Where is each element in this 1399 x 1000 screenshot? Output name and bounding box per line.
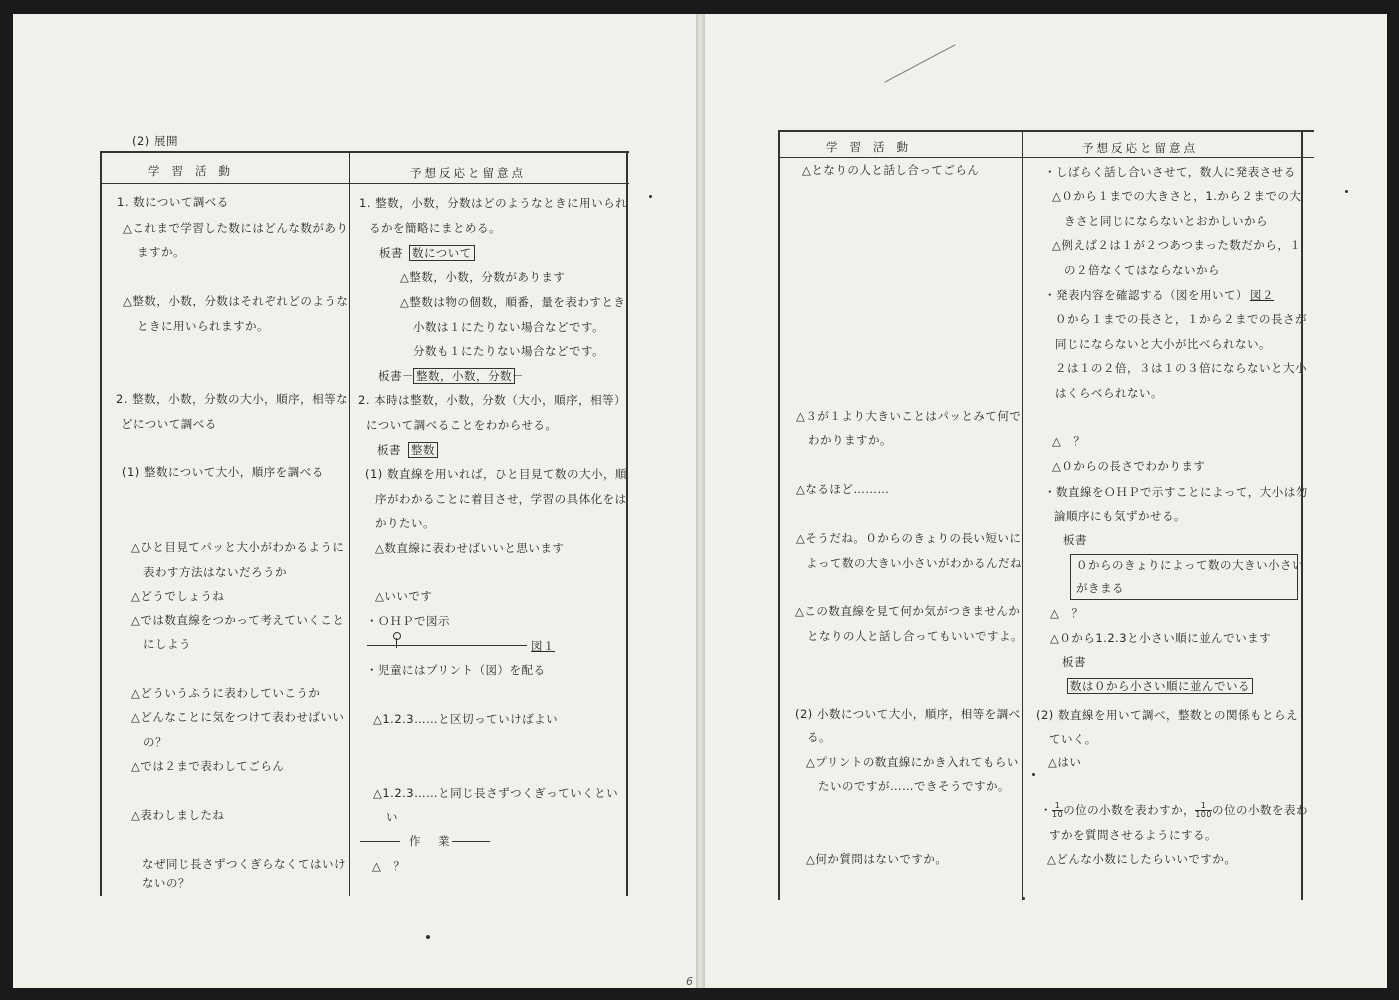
activity-text: ますか。: [137, 245, 185, 259]
left-table-column-divider: [349, 151, 350, 896]
reaction-text: △いいです: [375, 589, 433, 603]
activity-text: となりの人と話し合ってもいいですよ。: [807, 629, 1023, 643]
number-line-tick: [396, 638, 397, 648]
left-table-top-border: [100, 151, 629, 153]
board-box: 整数，小数，分数: [413, 368, 515, 384]
reaction-text: △整数は物の個数，順番，量を表わすとき，: [400, 295, 637, 309]
right-header-activity: 学習活動: [826, 140, 920, 154]
activity-text: △では２まで表わしてごらん: [131, 759, 285, 773]
reaction-text: 同じにならないと大小が比べられない。: [1055, 337, 1271, 351]
fraction-one-hundredth: $\frac{1}{100}$: [1195, 801, 1212, 819]
reaction-text: ていく。: [1049, 732, 1097, 746]
activity-text: △ひと目見てパッと大小がわかるように: [131, 540, 345, 554]
dash-mark: －: [512, 369, 524, 383]
activity-text: 1. 数について調べる: [117, 195, 229, 209]
reaction-text: かりたい。: [375, 516, 435, 530]
right-table-left-border: [778, 130, 780, 900]
figure-label: 図２: [1250, 288, 1274, 302]
activity-text: △どういうふうに表わしていこうか: [131, 686, 321, 700]
reaction-text: の２倍なくてはならないから: [1064, 263, 1220, 277]
reaction-text: △1.2.3……と区切っていけばよい: [373, 712, 559, 726]
activity-text: △どんなことに気をつけて表わせばいい: [131, 710, 345, 724]
section-title: (2) 展開: [132, 134, 178, 148]
activity-text: (1) 整数について大小，順序を調べる: [122, 465, 324, 479]
reaction-text: △ ？: [372, 859, 406, 873]
reaction-text: い: [386, 810, 398, 824]
activity-text: にしよう: [143, 637, 191, 651]
activity-text: △では数直線をつかって考えていくこと: [131, 613, 345, 627]
activity-text: △どうでしょうね: [131, 589, 225, 603]
reaction-text: きさと同じにならないとおかしいから: [1064, 214, 1268, 228]
page-number: 6: [686, 975, 693, 988]
reaction-text: ・発表内容を確認する（図を用いて）: [1044, 288, 1248, 302]
book-spine: [696, 14, 705, 988]
reaction-text: △はい: [1048, 755, 1082, 769]
board-box: 数について: [409, 245, 475, 261]
right-table-column-divider: [1022, 130, 1023, 900]
fraction-sentence: ・ $\frac{1}{10}$ の位の小数を表わすか， $\frac{1}{100}$ の位の小数を表わ: [1040, 801, 1308, 819]
reaction-text: △どんな小数にしたらいいですか。: [1047, 852, 1237, 866]
left-table-right-border: [626, 151, 628, 896]
reaction-text: ０から１までの長さと，１から２までの長さが: [1055, 312, 1307, 326]
reaction-text: ・しばらく話し合いさせて，数人に発表させる: [1044, 165, 1296, 179]
reaction-text: △ ？: [1050, 606, 1084, 620]
activity-text: ないの？: [142, 876, 190, 890]
activity-text: 表わす方法はないだろうか: [143, 565, 287, 579]
board-box-text: がきまる: [1076, 581, 1124, 595]
paper-speck: [649, 195, 652, 198]
board-label: 板書: [379, 246, 403, 260]
reaction-text: ・児童にはプリント（図）を配る: [366, 663, 546, 677]
left-header-activity: 学習活動: [148, 164, 242, 178]
reaction-text: ・数直線をＯＨＰで示すことによって，大小は勿: [1044, 485, 1308, 499]
activity-text: 2. 整数，小数，分数の大小，順序，相等な: [116, 392, 349, 406]
board-box-text: [408, 443, 438, 457]
reaction-text: ２は１の２倍，３は１の３倍にならないと大小: [1055, 361, 1307, 375]
reaction-text: △０から1.2.3と小さい順に並んでいます: [1050, 631, 1272, 645]
reaction-text: △例えば２は１が２つあつまった数だから，１: [1052, 238, 1302, 252]
paper-speck: [1022, 897, 1025, 900]
left-table-header-rule: [100, 183, 629, 184]
right-table-header-rule: [778, 157, 1314, 158]
activity-text: △整数，小数，分数はそれぞれどのような: [123, 294, 349, 308]
right-table-top-border: [778, 130, 1314, 132]
reaction-text: 序がわかることに着目させ，学習の具体化をは: [375, 492, 627, 506]
activity-text: △プリントの数直線にかき入れてもらい: [806, 755, 1019, 769]
board-box-text: [1067, 679, 1253, 693]
board-label: 板書－: [378, 369, 414, 383]
activity-text: ときに用いられますか。: [137, 319, 269, 333]
reaction-text: △整数，小数，分数があります: [400, 270, 566, 284]
activity-text: △この数直線を見て何か気がつきませんか: [795, 604, 1021, 618]
board-box-text: ０からのきょりによって数の大きい小さい: [1076, 558, 1304, 572]
right-page: [705, 14, 1387, 988]
activity-text: の？: [143, 735, 167, 749]
reaction-text: △1.2.3……と同じ長さずつくぎっていくとい: [373, 786, 619, 800]
reaction-text: ・ＯＨＰで図示: [366, 614, 450, 628]
number-line: [367, 645, 527, 646]
board-box-text: [413, 369, 515, 383]
reaction-text: △ ？: [1052, 434, 1086, 448]
reaction-text: はくらべられない。: [1055, 386, 1163, 400]
figure-label: 図１: [531, 639, 555, 653]
activity-text: △表わしましたね: [131, 808, 225, 822]
activity-text: たいのですが……できそうですか。: [818, 779, 1010, 793]
reaction-text: 論順序にも気ずかせる。: [1054, 509, 1186, 523]
activity-text: よって数の大きい小さいがわかるんだね: [806, 556, 1022, 570]
left-header-reaction: 予想反応と留意点: [410, 166, 526, 180]
board-label: 板書: [1063, 533, 1087, 547]
activity-text: △となりの人と話し合ってごらん: [802, 163, 980, 177]
activity-text: (2) 小数について大小，順序，相等を調べ: [795, 707, 1021, 721]
activity-text: △なるほど………: [796, 482, 890, 496]
board-label: 板書: [1062, 655, 1086, 669]
reaction-text: △数直線に表わせばいいと思います: [375, 541, 565, 555]
paper-speck: [1032, 773, 1035, 776]
work-label: 作 業: [409, 834, 453, 848]
work-rule-right: [452, 841, 490, 842]
work-rule-left: [360, 841, 400, 842]
fraction-one-tenth: $\frac{1}{10}$: [1052, 801, 1064, 819]
paper-speck: [426, 935, 430, 939]
reaction-text: (2) 数直線を用いて調べ，整数との関係もとらえ: [1036, 708, 1298, 722]
activity-text: △これまで学習した数にはどんな数があり: [123, 221, 349, 235]
activity-text: △３が１より大きいことはパッとみて何で: [796, 409, 1022, 423]
reaction-text: (1) 数直線を用いれば，ひと目見て数の大小，順: [365, 467, 627, 481]
reaction-text: △０からの長さでわかります: [1052, 459, 1206, 473]
activity-text: △何か質問はないですか。: [806, 852, 948, 866]
activity-text: わかりますか。: [808, 433, 892, 447]
board-box-text: [409, 246, 475, 260]
reaction-text: 小数は１にたりない場合などです。: [413, 320, 605, 334]
activity-text: る。: [807, 730, 831, 744]
board-box: 整数: [408, 442, 438, 458]
reaction-text: 2. 本時は整数，小数，分数（大小，順序，相等）: [358, 393, 627, 407]
reaction-text: について調べることをわからせる。: [366, 418, 558, 432]
right-header-reaction: 予想反応と留意点: [1082, 141, 1198, 155]
reaction-text: るかを簡略にまとめる。: [369, 221, 501, 235]
activity-text: どについて調べる: [121, 417, 217, 431]
reaction-text: 1. 整数，小数，分数はどのようなときに用いられ: [359, 196, 628, 210]
board-label: 板書: [377, 443, 401, 457]
paper-speck: [1345, 190, 1348, 193]
reaction-text: △０から１までの大きさと，1.から２までの大: [1052, 189, 1302, 203]
left-table-left-border: [100, 151, 102, 896]
reaction-text: すかを質問させるようにする。: [1049, 828, 1217, 842]
activity-text: なぜ同じ長さずつくぎらなくてはいけ: [142, 857, 346, 871]
reaction-text: 分数も１にたりない場合などです。: [413, 344, 605, 358]
board-box: 数は０から小さい順に並んでいる: [1067, 678, 1253, 694]
number-line-origin-mark: [393, 632, 401, 640]
activity-text: △そうだね。０からのきょりの長い短いに: [796, 531, 1022, 545]
